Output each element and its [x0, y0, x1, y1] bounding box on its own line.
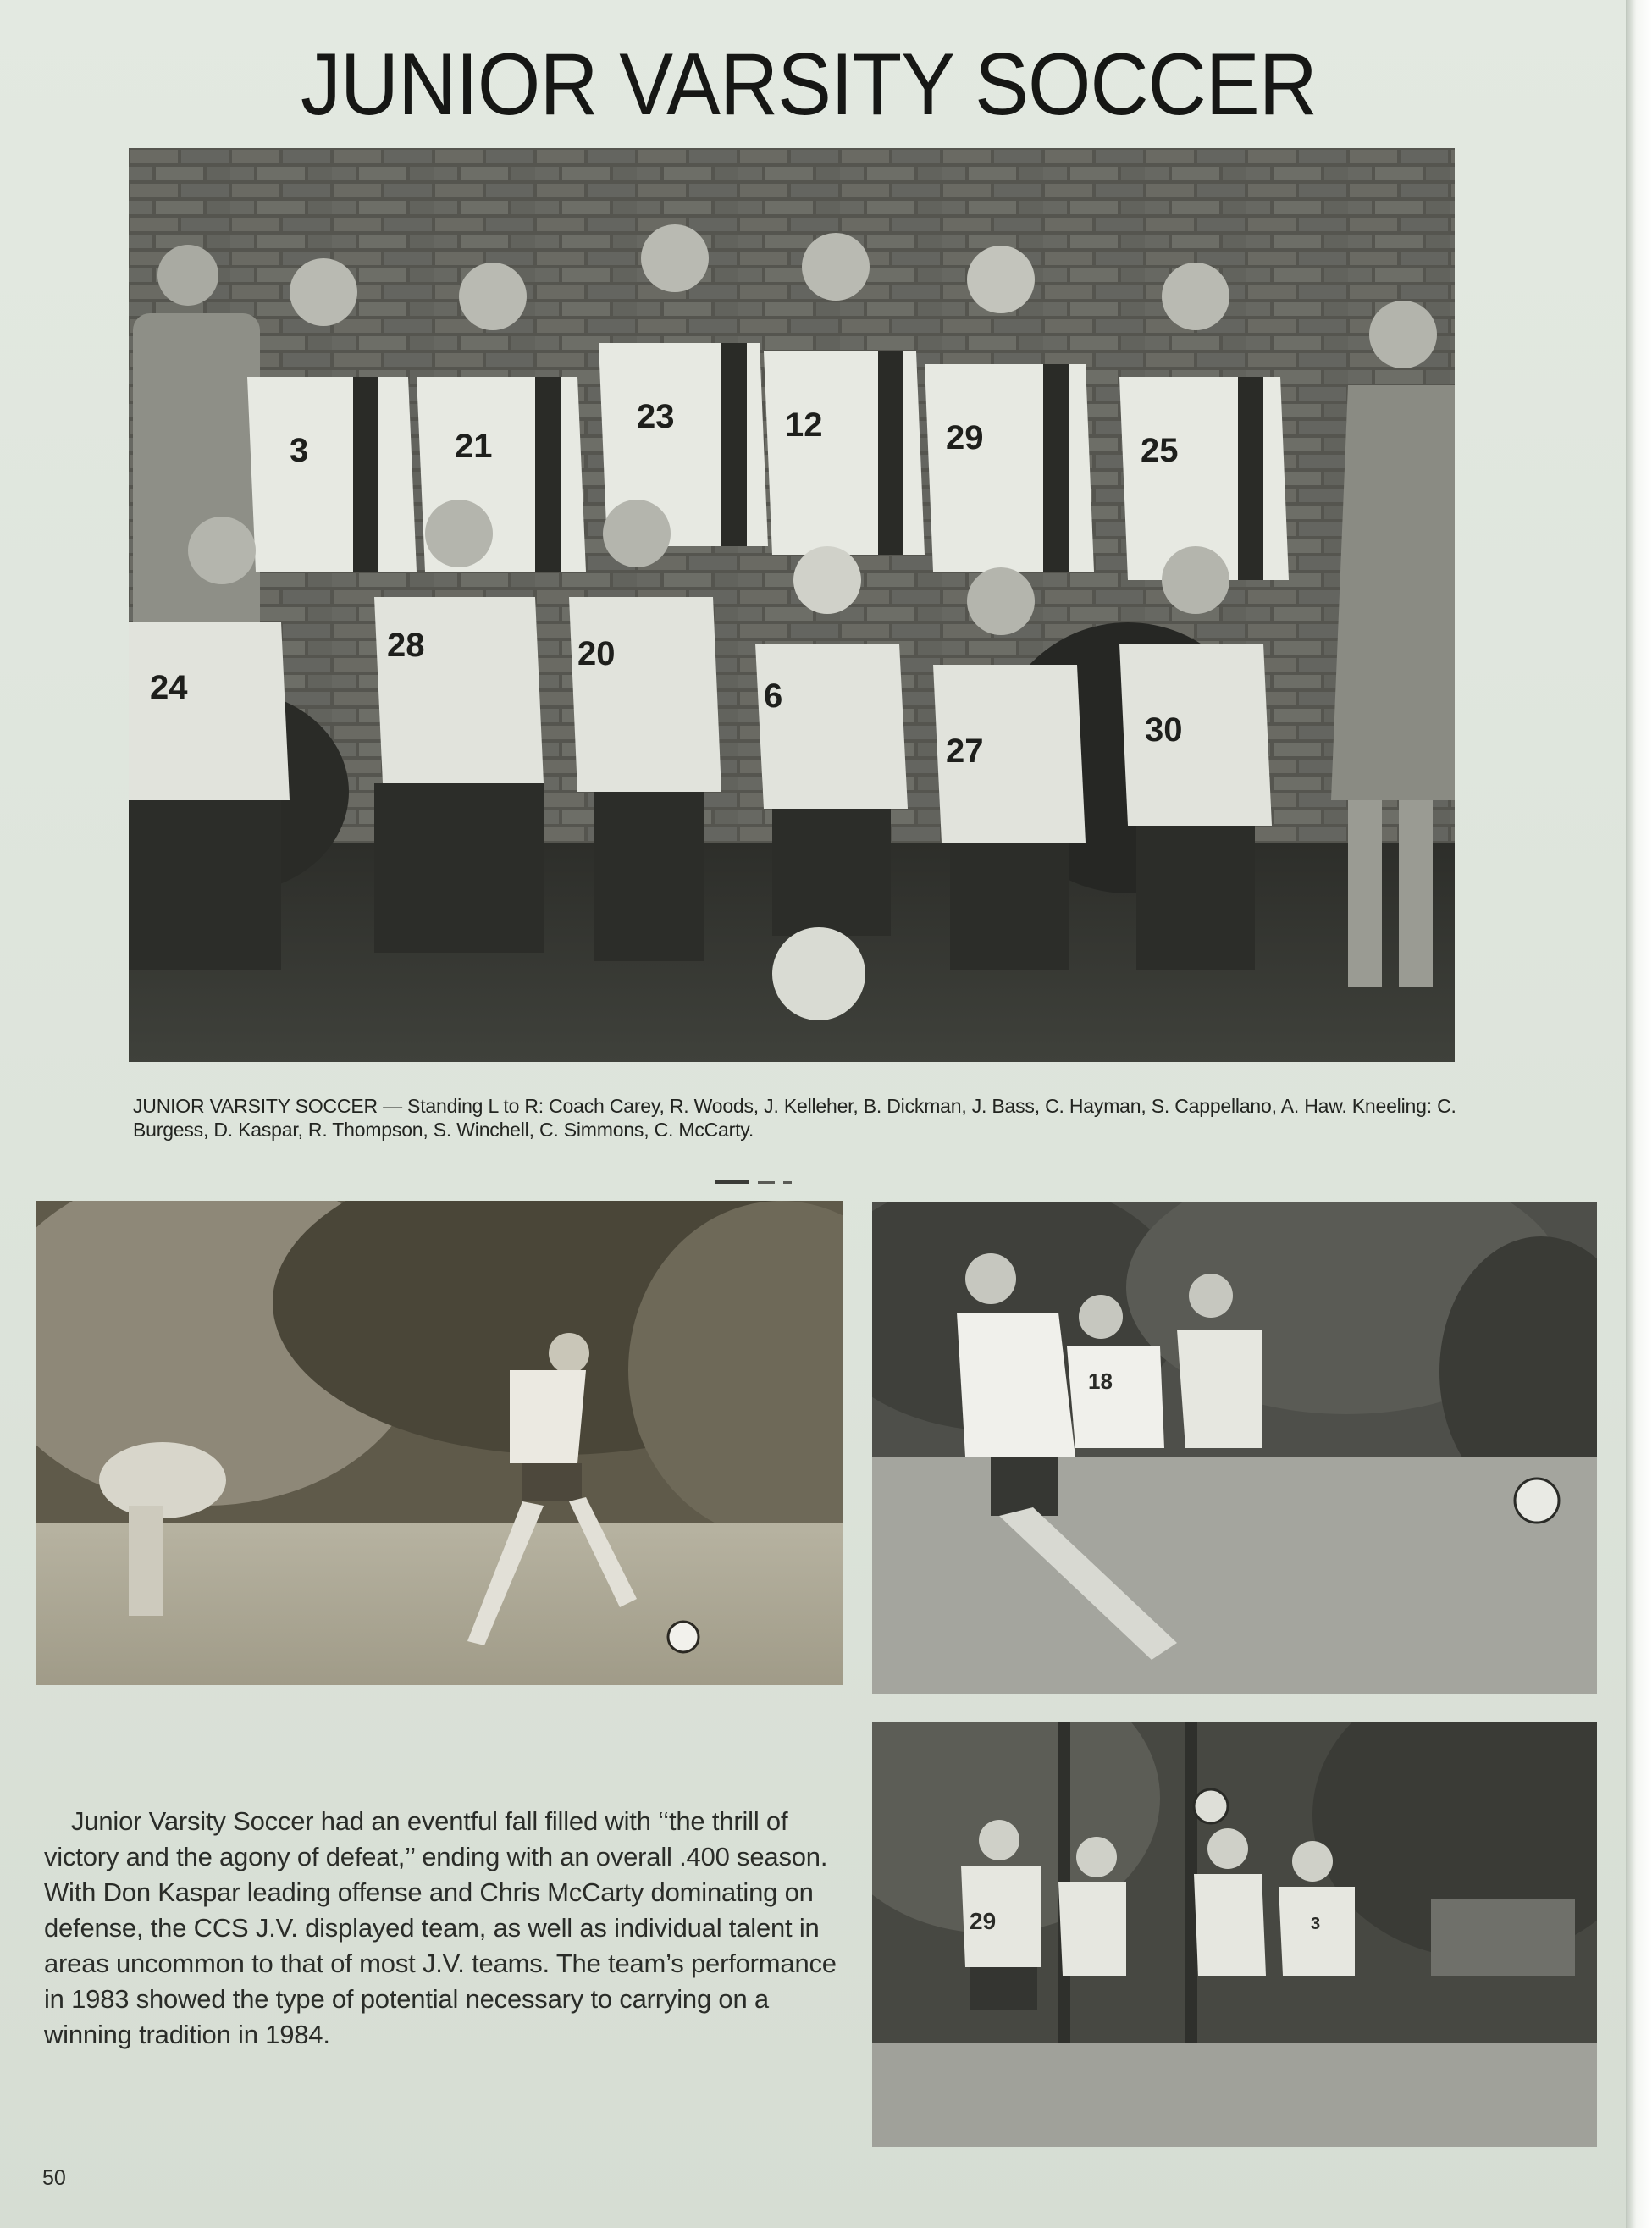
team-photo-caption: JUNIOR VARSITY SOCCER — Standing L to R: Coach Carey, R. Woods, J. Kelleher, B. Dickman, J. Bass, C. Hayman, S. Cappellano, A. Haw. Kneeling: C. Burgess, D. Kaspar, R. Thompson, S. Winchell, C. Simmons, C. McCarty.: [133, 1095, 1456, 1141]
jersey-number: 12: [785, 406, 823, 444]
page-spine-edge: [1626, 0, 1652, 2228]
jersey-number: 29: [946, 419, 984, 456]
print-smudge: [715, 1179, 843, 1186]
team-photo: [129, 148, 1455, 1062]
page-number: 50: [42, 2166, 66, 2190]
jersey-number: 28: [387, 627, 425, 664]
jersey-number: 25: [1141, 432, 1179, 469]
action-photo-header: [872, 1722, 1597, 2147]
jersey-number: 3: [290, 432, 309, 469]
jersey-number: 3: [1311, 1915, 1321, 1933]
team-photo-image: [129, 148, 1455, 1062]
page-title: JUNIOR VARSITY SOCCER: [301, 36, 1317, 134]
jersey-number: 27: [946, 733, 984, 770]
action-photo-midfield-image: [872, 1202, 1597, 1694]
jersey-number: 24: [150, 669, 188, 706]
jersey-number: 18: [1088, 1368, 1113, 1394]
article-body: [44, 1804, 848, 2053]
jersey-number: 23: [637, 398, 675, 435]
jersey-number: 29: [970, 1908, 997, 1934]
jersey-number: 20: [577, 635, 616, 672]
jersey-number: 6: [764, 677, 783, 715]
jersey-number: 30: [1145, 711, 1183, 749]
action-photo-header-image: [872, 1722, 1597, 2147]
jersey-number: 21: [455, 428, 493, 465]
action-photo-kick-image: [36, 1201, 843, 1685]
action-photo-kick: [36, 1201, 843, 1685]
article-paragraph: Junior Varsity Soccer had an eventful fall filled with ‘‘the thrill of victory and the agony of defeat,’’ ending with an overall .400 season. With Don Kaspar leading offense and Chris McCarty dominating on defense, the CCS J.V. displayed team, as well as individual talent in areas uncommon to that of most J.V. teams. The team’s performance in 1983 showed the type of potential necessary to carrying on a winning tradition in 1984.: [44, 1806, 837, 2049]
action-photo-midfield: [872, 1202, 1597, 1694]
